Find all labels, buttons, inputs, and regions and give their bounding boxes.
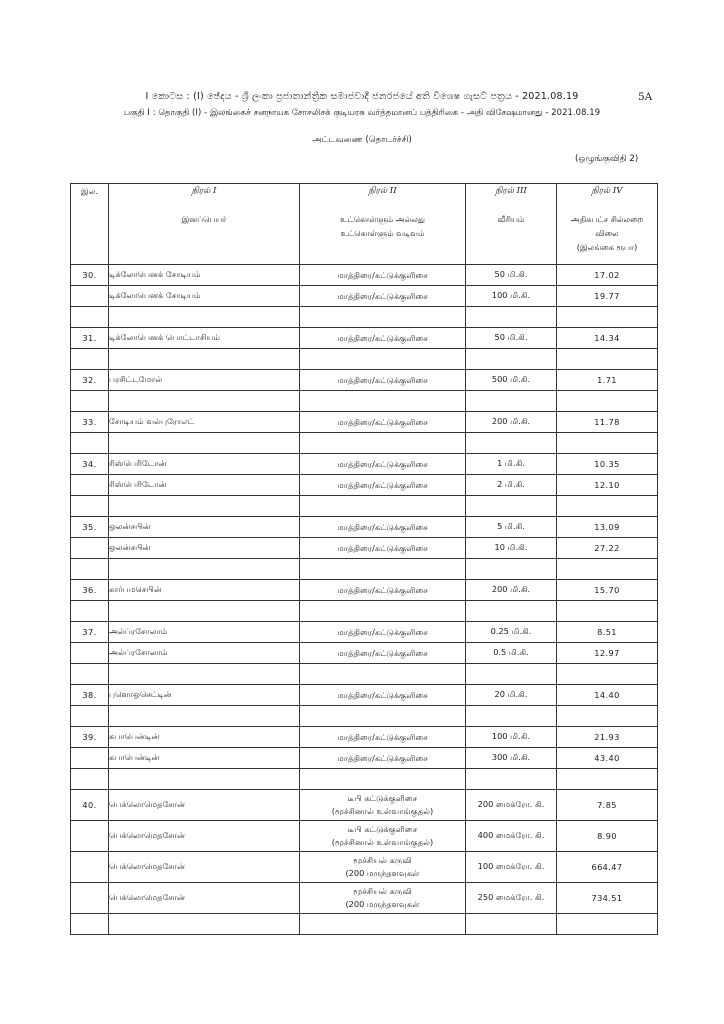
- empty-cell: [71, 307, 109, 328]
- strength-cell: 400 மைக்ரோ. கி.: [466, 821, 557, 852]
- drug-name-cell: சோடியம் வல்புரோஎட்: [109, 412, 300, 433]
- max-retail-price-cell: 7.85: [557, 790, 658, 821]
- dosage-form-line-1: மாத்திரை/கட்டுக்குளிசை: [337, 521, 428, 532]
- drug-name-cell: அல்ப்ரசோலாம்: [109, 622, 300, 643]
- col1-subtitle: இனப்பெயர்: [181, 215, 227, 224]
- strength-cell: 5 மி.கி.: [466, 517, 557, 538]
- dosage-form-line-1: மாத்திரை/கட்டுக்குளிசை: [337, 689, 428, 700]
- dosage-form-line-1: மாத்திரை/கட்டுக்குளிசை: [337, 647, 428, 658]
- table-spacer-row: [71, 664, 658, 685]
- empty-cell: [71, 914, 109, 935]
- empty-cell: [557, 601, 658, 622]
- empty-cell: [109, 664, 300, 685]
- dosage-form-line-1: மூச்சியல் கருவி: [353, 855, 412, 865]
- empty-cell: [557, 391, 658, 412]
- max-retail-price-cell: 14.40: [557, 685, 658, 706]
- table-row: [71, 286, 658, 307]
- dosage-form-cell: [300, 265, 466, 286]
- dosage-form-line-1: மாத்திரை/கட்டுக்குளிசை: [337, 332, 428, 343]
- dosage-form-cell: [300, 748, 466, 769]
- dosage-form-line-1: மாத்திரை/கட்டுக்குளிசை: [337, 269, 428, 280]
- col4-subtitle-3: (இலங்கை ரூபா): [576, 243, 638, 252]
- empty-cell: [71, 349, 109, 370]
- dosage-form-line-1: மாத்திரை/கட்டுக்குளிசை: [337, 290, 428, 301]
- table-spacer-row: [71, 706, 658, 727]
- max-retail-price-cell: 14.34: [557, 328, 658, 349]
- empty-cell: [300, 391, 466, 412]
- empty-cell: [557, 433, 658, 454]
- row-number-cell: 30.: [71, 265, 109, 286]
- empty-cell: [466, 601, 557, 622]
- empty-cell: [557, 664, 658, 685]
- dosage-form-cell: [300, 328, 466, 349]
- dosage-form-line-2: (மூச்சினால் உள்வாங்குதல்): [331, 806, 434, 816]
- strength-cell: 50 மி.கி.: [466, 328, 557, 349]
- col-header-2: [300, 184, 466, 265]
- drug-name-cell: ஒலன்சபின்: [109, 517, 300, 538]
- drug-name-cell: டிக்லோபெனக் சோடியம்: [109, 265, 300, 286]
- strength-cell: 100 மைக்ரோ. கி.: [466, 852, 557, 883]
- price-schedule-table: [70, 183, 658, 935]
- table-row: [71, 265, 658, 286]
- empty-cell: [300, 706, 466, 727]
- dosage-form-cell: [300, 454, 466, 475]
- drug-name-cell: கபாபென்டின்: [109, 748, 300, 769]
- drug-name-cell: கபாபென்டின்: [109, 727, 300, 748]
- empty-cell: [557, 769, 658, 790]
- row-number-cell: [71, 821, 109, 852]
- row-number-cell: [71, 748, 109, 769]
- empty-cell: [71, 496, 109, 517]
- drug-name-cell: ரிஸ்பெரிடோன்: [109, 475, 300, 496]
- row-number-cell: 32.: [71, 370, 109, 391]
- dosage-form-cell: [300, 580, 466, 601]
- row-number-cell: [71, 538, 109, 559]
- table-row: [71, 748, 658, 769]
- col1-title: நிரல் I: [191, 186, 217, 196]
- max-retail-price-cell: 10.35: [557, 454, 658, 475]
- empty-cell: [300, 559, 466, 580]
- row-number-cell: [71, 883, 109, 914]
- strength-cell: 100 மி.கி.: [466, 286, 557, 307]
- empty-cell: [71, 559, 109, 580]
- table-spacer-row: [71, 559, 658, 580]
- drug-name-cell: ஒலன்சபின்: [109, 538, 300, 559]
- dosage-form-line-1: மாத்திரை/கட்டுக்குளிசை: [337, 479, 428, 490]
- dosage-form-line-2: (200 மருந்தளவுகள்: [345, 868, 420, 878]
- strength-cell: 100 மி.கி.: [466, 727, 557, 748]
- dosage-form-line-1: மாத்திரை/கட்டுக்குளிசை: [337, 752, 428, 763]
- dosage-form-line-1: மூச்சியல் கருவி: [353, 886, 412, 896]
- strength-cell: 200 மி.கி.: [466, 580, 557, 601]
- dosage-form-line-1: மாத்திரை/கட்டுக்குளிசை: [337, 458, 428, 469]
- dosage-form-line-1: டீபி கட்டுக்குளிசை: [347, 793, 418, 803]
- empty-cell: [71, 601, 109, 622]
- empty-cell: [109, 559, 300, 580]
- col-header-1: [109, 184, 300, 265]
- max-retail-price-cell: 17.02: [557, 265, 658, 286]
- col3-subtitle: வீரியம்: [497, 215, 525, 224]
- empty-cell: [466, 433, 557, 454]
- dosage-form-cell: [300, 727, 466, 748]
- max-retail-price-cell: 8.90: [557, 821, 658, 852]
- empty-cell: [466, 496, 557, 517]
- drug-name-cell: பெக்லொமெதசோன்: [109, 790, 300, 821]
- table-spacer-row: [71, 349, 658, 370]
- empty-cell: [109, 601, 300, 622]
- empty-cell: [300, 914, 466, 935]
- row-number-cell: [71, 852, 109, 883]
- table-row: [71, 475, 658, 496]
- drug-name-cell: டிக்லோபெனக் பொட்டாசியம்: [109, 328, 300, 349]
- table-row: [71, 727, 658, 748]
- max-retail-price-cell: 8.51: [557, 622, 658, 643]
- empty-cell: [466, 559, 557, 580]
- dosage-form-line-1: டீபி கட்டுக்குளிசை: [347, 824, 418, 834]
- empty-cell: [300, 664, 466, 685]
- max-retail-price-cell: 664.47: [557, 852, 658, 883]
- table-spacer-row: [71, 601, 658, 622]
- dosage-form-cell: [300, 790, 466, 821]
- empty-cell: [71, 391, 109, 412]
- table-row: [71, 790, 658, 821]
- strength-cell: 0.5 மி.கி.: [466, 643, 557, 664]
- empty-cell: [71, 769, 109, 790]
- empty-cell: [466, 307, 557, 328]
- empty-cell: [300, 433, 466, 454]
- max-retail-price-cell: 12.10: [557, 475, 658, 496]
- table-row: [71, 852, 658, 883]
- dosage-form-line-1: மாத்திரை/கட்டுக்குளிசை: [337, 374, 428, 385]
- empty-cell: [109, 496, 300, 517]
- empty-cell: [300, 601, 466, 622]
- row-number-cell: 31.: [71, 328, 109, 349]
- col2-subtitle-2: உட்கொள்ளும் வடிவம்: [340, 229, 425, 238]
- table-spacer-row: [71, 496, 658, 517]
- strength-cell: 10 மி.கி.: [466, 538, 557, 559]
- page-number: 5A: [638, 91, 653, 103]
- table-row: [71, 643, 658, 664]
- table-row: [71, 883, 658, 914]
- dosage-form-line-1: மாத்திரை/கட்டுக்குளிசை: [337, 731, 428, 742]
- empty-cell: [300, 349, 466, 370]
- drug-name-cell: பெக்லொமெதசோன்: [109, 821, 300, 852]
- schedule-title: அட்டவணை (தொடர்ச்சி): [312, 135, 412, 145]
- empty-cell: [557, 559, 658, 580]
- empty-cell: [466, 914, 557, 935]
- drug-name-cell: புளொஒசெட்டின்: [109, 685, 300, 706]
- empty-cell: [466, 769, 557, 790]
- table-row: [71, 370, 658, 391]
- dosage-form-line-2: (200 மருந்தளவுகள்: [345, 899, 420, 909]
- drug-name-cell: பரசிட்டமோல்: [109, 370, 300, 391]
- max-retail-price-cell: 11.78: [557, 412, 658, 433]
- dosage-form-cell: [300, 821, 466, 852]
- drug-name-cell: பெக்லொமெதசோன்: [109, 852, 300, 883]
- dosage-form-cell: [300, 475, 466, 496]
- row-number-cell: 37.: [71, 622, 109, 643]
- strength-cell: 0.25 மி.கி.: [466, 622, 557, 643]
- row-number-cell: 34.: [71, 454, 109, 475]
- regulation-label: (ஒழுங்குவிதி 2): [575, 154, 639, 164]
- dosage-form-cell: [300, 852, 466, 883]
- empty-cell: [466, 349, 557, 370]
- col-header-no: இல.: [71, 184, 109, 265]
- max-retail-price-cell: 27.22: [557, 538, 658, 559]
- table-row: [71, 622, 658, 643]
- max-retail-price-cell: 13.09: [557, 517, 658, 538]
- max-retail-price-cell: 19.77: [557, 286, 658, 307]
- col2-title: நிரல் II: [368, 186, 397, 196]
- dosage-form-cell: [300, 286, 466, 307]
- max-retail-price-cell: 43.40: [557, 748, 658, 769]
- max-retail-price-cell: 21.93: [557, 727, 658, 748]
- dosage-form-cell: [300, 643, 466, 664]
- empty-cell: [466, 391, 557, 412]
- empty-cell: [71, 664, 109, 685]
- empty-cell: [557, 496, 658, 517]
- empty-cell: [109, 706, 300, 727]
- empty-cell: [109, 769, 300, 790]
- col4-title: நிரல் IV: [591, 186, 623, 196]
- table-row: [71, 454, 658, 475]
- strength-cell: 300 மி.கி.: [466, 748, 557, 769]
- empty-cell: [557, 914, 658, 935]
- col3-title: நிரல் III: [495, 186, 527, 196]
- gazette-header-sinhala: I කොටස : (I) ඡේදය - ශ්‍රී ලංකා ප්‍රජාතාන්ත්‍රික සමාජවාදී ජනරජයේ අති විශෙෂ ගැසට් පත්‍රය - 2021.08.19: [145, 91, 579, 102]
- empty-cell: [300, 769, 466, 790]
- row-number-cell: 35.: [71, 517, 109, 538]
- table-row: [71, 685, 658, 706]
- dosage-form-cell: [300, 883, 466, 914]
- gazette-header-tamil: பகுதி I : தொகுதி (I) - இலங்கைச் சனநாயக சோசலிசக் குடியரசு வர்த்தமானப் பத்திரிகை - அதி விசேஷமானது - 2021.08.19: [123, 107, 601, 117]
- col4-subtitle-1: அதிகபட்ச சில்லறை: [570, 215, 644, 224]
- table-row: [71, 412, 658, 433]
- empty-cell: [109, 433, 300, 454]
- col4-subtitle-2: விலை: [595, 229, 619, 238]
- strength-cell: 2 மி.கி.: [466, 475, 557, 496]
- col-header-4: [557, 184, 658, 265]
- empty-cell: [557, 307, 658, 328]
- row-number-cell: [71, 286, 109, 307]
- strength-cell: 250 மைக்ரோ. கி.: [466, 883, 557, 914]
- strength-cell: 200 மி.கி.: [466, 412, 557, 433]
- row-number-cell: 38.: [71, 685, 109, 706]
- max-retail-price-cell: 734.51: [557, 883, 658, 914]
- dosage-form-line-1: மாத்திரை/கட்டுக்குளிசை: [337, 542, 428, 553]
- dosage-form-cell: [300, 685, 466, 706]
- strength-cell: 200 மைக்ரோ. கி.: [466, 790, 557, 821]
- row-number-cell: 40.: [71, 790, 109, 821]
- empty-cell: [109, 307, 300, 328]
- drug-name-cell: பெக்லொமெதசோன்: [109, 883, 300, 914]
- table-row: [71, 821, 658, 852]
- empty-cell: [557, 706, 658, 727]
- strength-cell: 50 மி.கி.: [466, 265, 557, 286]
- empty-cell: [300, 496, 466, 517]
- table-row: [71, 328, 658, 349]
- table-row: [71, 580, 658, 601]
- table-spacer-row: [71, 433, 658, 454]
- strength-cell: 500 மி.கி.: [466, 370, 557, 391]
- max-retail-price-cell: 1.71: [557, 370, 658, 391]
- row-number-cell: 39.: [71, 727, 109, 748]
- dosage-form-line-2: (மூச்சினால் உள்வாங்குதல்): [331, 837, 434, 847]
- empty-cell: [300, 307, 466, 328]
- row-number-cell: 33.: [71, 412, 109, 433]
- dosage-form-cell: [300, 517, 466, 538]
- empty-cell: [71, 706, 109, 727]
- row-number-cell: 36.: [71, 580, 109, 601]
- empty-cell: [71, 433, 109, 454]
- empty-cell: [109, 349, 300, 370]
- table-header-row: [71, 184, 658, 265]
- drug-name-cell: கார்பமசெபின்: [109, 580, 300, 601]
- empty-cell: [109, 391, 300, 412]
- col2-subtitle-1: உட்கொள்ளும் அல்லது: [340, 215, 425, 224]
- dosage-form-cell: [300, 370, 466, 391]
- empty-cell: [109, 914, 300, 935]
- dosage-form-line-1: மாத்திரை/கட்டுக்குளிசை: [337, 626, 428, 637]
- table-row: [71, 538, 658, 559]
- dosage-form-line-1: மாத்திரை/கட்டுக்குளிசை: [337, 416, 428, 427]
- table-body: [71, 265, 658, 935]
- drug-name-cell: ரிஸ்பெரிடோன்: [109, 454, 300, 475]
- drug-name-cell: டிக்லோபெனக் சோடியம்: [109, 286, 300, 307]
- strength-cell: 20 மி.கி.: [466, 685, 557, 706]
- empty-cell: [557, 349, 658, 370]
- drug-name-cell: அல்ப்ரசோலாம்: [109, 643, 300, 664]
- row-number-cell: [71, 643, 109, 664]
- strength-cell: 1 மி.கி.: [466, 454, 557, 475]
- dosage-form-cell: [300, 412, 466, 433]
- table-row: [71, 517, 658, 538]
- empty-cell: [466, 706, 557, 727]
- table-spacer-row: [71, 391, 658, 412]
- dosage-form-cell: [300, 538, 466, 559]
- table-spacer-row: [71, 769, 658, 790]
- empty-cell: [466, 664, 557, 685]
- dosage-form-line-1: மாத்திரை/கட்டுக்குளிசை: [337, 584, 428, 595]
- table-spacer-row: [71, 307, 658, 328]
- col-header-3: [466, 184, 557, 265]
- table-spacer-row: [71, 914, 658, 935]
- max-retail-price-cell: 12.97: [557, 643, 658, 664]
- max-retail-price-cell: 15.70: [557, 580, 658, 601]
- dosage-form-cell: [300, 622, 466, 643]
- row-number-cell: [71, 475, 109, 496]
